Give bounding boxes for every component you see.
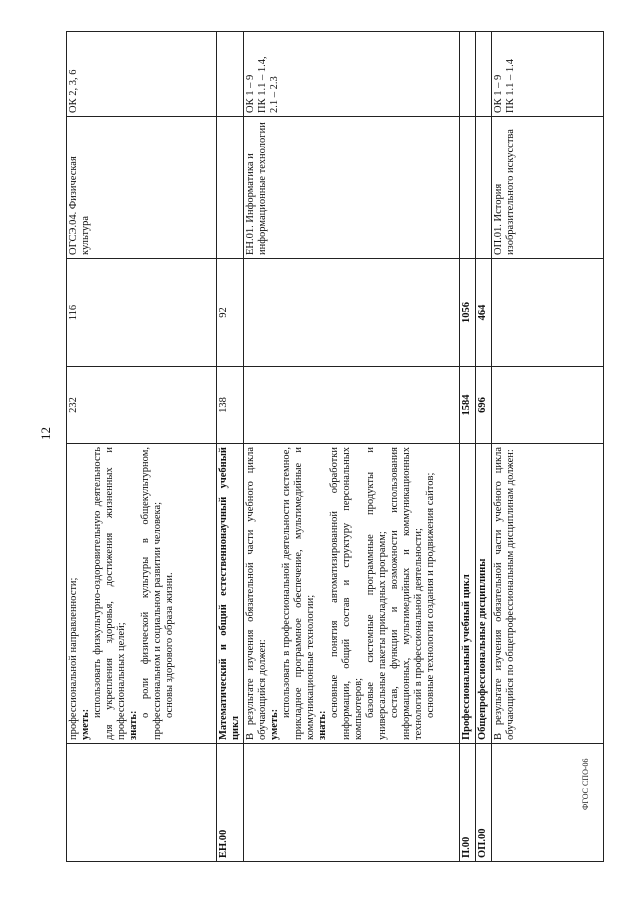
row-index-cell [67, 744, 217, 862]
row-discipline-cell: ОП.01. История изобразительного искусства [492, 117, 604, 259]
description-line: состав, функции и возможности использования информационных, мультимедийных и коммуникационных технологий в профессиональной деятельности; [389, 447, 424, 740]
row-max-hours-cell: 232 [67, 367, 217, 444]
table-row [244, 32, 460, 862]
table-row [460, 32, 476, 862]
row-description-cell [217, 444, 244, 744]
row-discipline-cell [460, 117, 476, 259]
row-obligatory-hours-cell: 116 [67, 259, 217, 367]
row-description-cell [476, 444, 492, 744]
row-max-hours-cell [492, 367, 604, 444]
table-body [67, 32, 604, 862]
description-line: В результате изучения обязательной части учебного цикла обучающийся по общепрофессиональным дисциплинам должен: [493, 447, 516, 740]
page-number: 12 [38, 427, 53, 440]
description-line: уметь: [269, 708, 280, 740]
row-max-hours-cell: 1584 [460, 367, 476, 444]
row-obligatory-hours-cell: 92 [217, 259, 244, 367]
description-line: о роли физической культуры в общекультурном, профессиональном и социальном развитии человека; [140, 447, 163, 740]
description-line: знать: [128, 710, 139, 740]
table-row [492, 32, 604, 862]
row-competencies-cell: ОК 1 – 9 ПК 1.1 – 1.4 [492, 32, 604, 117]
row-description-cell [460, 444, 476, 744]
rotated-table-wrapper [66, 32, 596, 862]
row-discipline-cell [476, 117, 492, 259]
row-obligatory-hours-cell: 1056 [460, 259, 476, 367]
row-index-cell: ЕН.00 [217, 744, 244, 862]
row-description-cell [67, 444, 217, 744]
row-discipline-cell [217, 117, 244, 259]
table-row [217, 32, 244, 862]
row-competencies-cell: ОК 2, 3, 6 [67, 32, 217, 117]
description-line: Профессиональный учебный цикл [461, 574, 472, 740]
table-row [476, 32, 492, 862]
description-line: профессиональной направленности; [68, 577, 79, 740]
table-row [67, 32, 217, 862]
row-obligatory-hours-cell: 464 [476, 259, 492, 367]
row-description-cell [244, 444, 460, 744]
row-competencies-cell: ОК 1 – 9 ПК 1.1 – 1.4, 2.1 – 2.3 [244, 32, 460, 117]
curriculum-table [66, 31, 604, 862]
description-line: знать: [317, 710, 328, 740]
row-index-cell: П.00 [460, 744, 476, 862]
row-max-hours-cell: 138 [217, 367, 244, 444]
row-competencies-cell [460, 32, 476, 117]
footer-code: ФГОС СПО-06 [581, 758, 590, 810]
description-line: основы здорового образа жизни. [164, 572, 175, 718]
description-line: базовые системные программные продукты и универсальные пакеты прикладных программ; [365, 447, 388, 740]
row-discipline-cell: ОГСЭ.04. Физическая культура [67, 117, 217, 259]
row-description-cell [492, 444, 604, 744]
row-competencies-cell [217, 32, 244, 117]
row-index-cell [244, 744, 460, 862]
description-line: Математический и общий естественнонаучный учебный цикл [218, 447, 241, 740]
description-line: использовать физкультурно-оздоровительную деятельность для укрепления здоровья, достижения жизненных и профессиональных целей; [92, 447, 127, 740]
description-line: основные понятия автоматизированной обработки информации, общий состав и структуру персональных компьютеров; [329, 447, 364, 740]
description-line: использовать в профессиональной деятельности системное, прикладное программное обеспечение, мультимедийные и коммуникационные технологии; [281, 447, 316, 740]
row-competencies-cell [476, 32, 492, 117]
description-line: В результате изучения обязательной части учебного цикла обучающийся должен: [245, 447, 268, 740]
row-index-cell: ОП.00 [476, 744, 492, 862]
description-line: Общепрофессиональные дисциплины [477, 558, 488, 740]
row-obligatory-hours-cell [244, 259, 460, 367]
description-line: уметь: [80, 708, 91, 740]
row-max-hours-cell [244, 367, 460, 444]
description-line: основные технологии создания и продвижения сайтов; [425, 472, 436, 718]
row-discipline-cell: ЕН.01. Информатика и информационные технологии [244, 117, 460, 259]
row-obligatory-hours-cell [492, 259, 604, 367]
row-max-hours-cell: 696 [476, 367, 492, 444]
